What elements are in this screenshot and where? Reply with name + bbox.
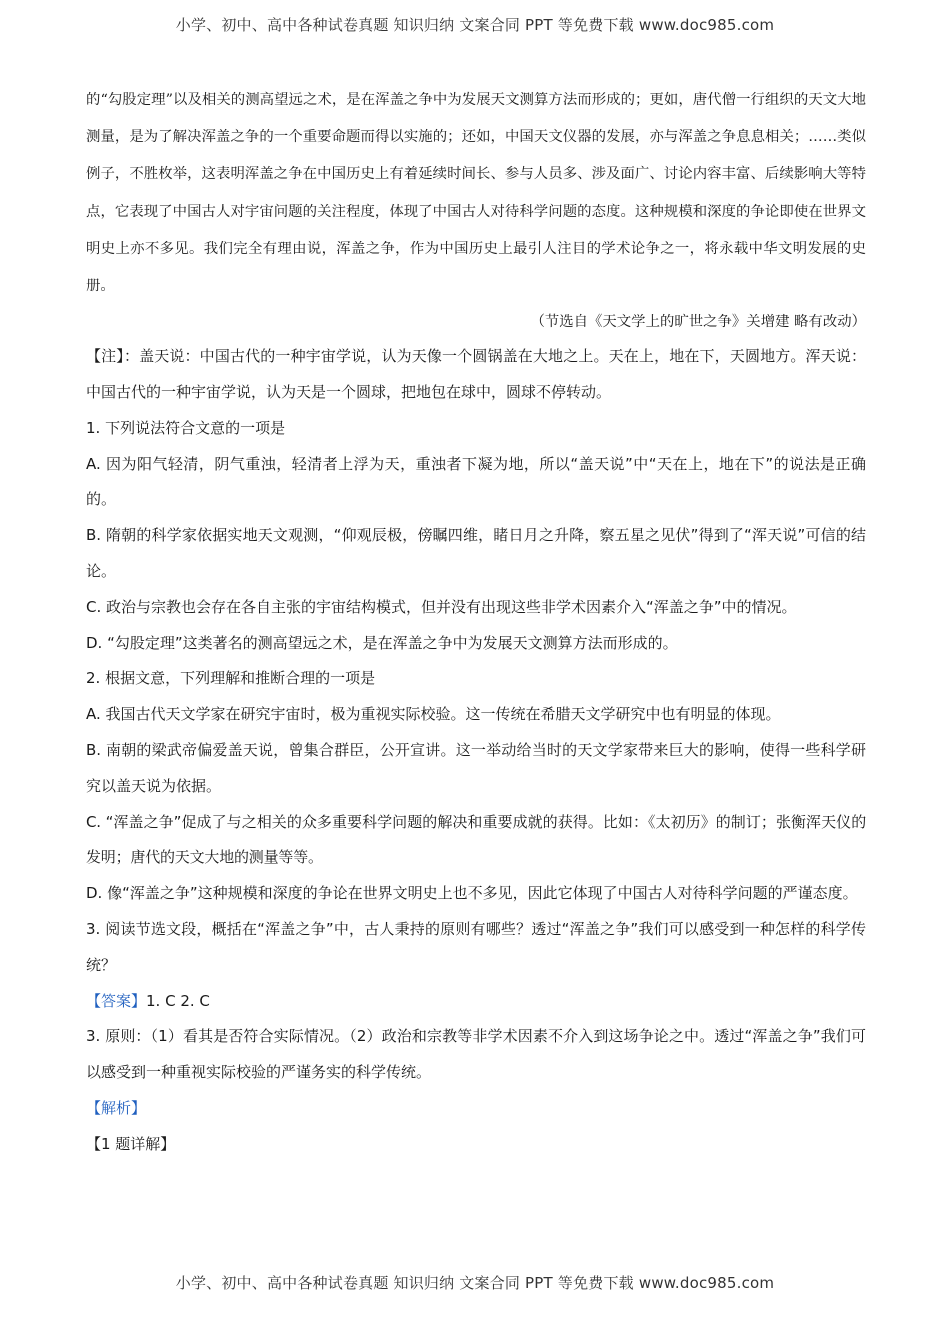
q1-option-c: C. 政治与宗教也会存在各自主张的宇宙结构模式，但并没有出现这些非学术因素介入“浑盖之争”中的情况。 bbox=[86, 597, 797, 616]
q2-option-a: A. 我国古代天文学家在研究宇宙时，极为重视实际校验。这一传统在希腊天文学研究中也有明显的体现。 bbox=[86, 705, 781, 724]
note-label: 【注】 bbox=[86, 347, 124, 366]
answer-mc: 1. C 2. C bbox=[146, 991, 210, 1010]
q1-stem: 1. 下列说法符合文意的一项是 bbox=[86, 418, 286, 437]
document-body bbox=[86, 82, 866, 1163]
analysis-label: 【解析】 bbox=[86, 1098, 147, 1117]
q2-option-d: D. 像“浑盖之争”这种规模和深度的争论在世界文明史上也不多见，因此它体现了中国古人对待科学问题的严谨态度。 bbox=[86, 884, 858, 903]
q2-option-c: C. “浑盖之争”促成了与之相关的众多重要科学问题的解决和重要成就的获得。比如：《太初历》的制订；张衡浑天仪的发明；唐代的天文大地的测量等等。 bbox=[86, 812, 866, 867]
q2-option-b: B. 南朝的梁武帝偏爱盖天说，曾集合群臣，公开宣讲。这一举动给当时的天文学家带来巨大的影响，使得一些科学研究以盖天说为依据。 bbox=[86, 740, 866, 795]
answer-line bbox=[86, 984, 866, 1020]
q3-stem: 3. 阅读节选文段，概括在“浑盖之争”中，古人秉持的原则有哪些？透过“浑盖之争”我们可以感受到一种怎样的科学传统？ bbox=[86, 919, 866, 974]
answer-q3: 3. 原则：（1）看其是否符合实际情况。（2）政治和宗教等非学术因素不介入到这场争论之中。透过“浑盖之争”我们可以感受到一种重视实际校验的严谨务实的科学传统。 bbox=[86, 1027, 866, 1082]
passage-source: （节选自《天文学上的旷世之争》关增建 略有改动） bbox=[530, 314, 866, 331]
note-paragraph bbox=[86, 339, 866, 411]
answer-label: 【答案】 bbox=[86, 991, 147, 1010]
q1-option-b: B. 隋朝的科学家依据实地天文观测，“仰观辰极，傍瞩四维，睹日月之升降，察五星之见伏”得到了“浑天说”可信的结论。 bbox=[86, 526, 866, 580]
analysis-sub-label: 【1 题详解】 bbox=[86, 1134, 176, 1153]
q2-stem: 2. 根据文意，下列理解和推断合理的一项是 bbox=[86, 669, 376, 688]
q1-option-a: A. 因为阳气轻清，阴气重浊，轻清者上浮为天，重浊者下凝为地，所以“盖天说”中“天在上，地在下”的说法是正确的。 bbox=[86, 454, 866, 509]
page-header: 小学、初中、高中各种试卷真题 知识归纳 文案合同 PPT 等免费下载 www.doc985.com bbox=[175, 16, 775, 34]
q1-option-d: D. “勾股定理”这类著名的测高望远之术，是在浑盖之争中为发展天文测算方法而形成的。 bbox=[86, 633, 678, 652]
passage-paragraph: 的“勾股定理”以及相关的测高望远之术，是在浑盖之争中为发展天文测算方法而形成的；更如，唐代僧一行组织的天文大地测量，是为了解决浑盖之争的一个重要命题而得以实施的；还如，中国天文仪器的发展，亦与浑盖之争息息相关；……类似例子，不胜枚举，这表明浑盖之争在中国历史上有着延续时间长、参与人员多、涉及面广、讨论内容丰富、后续影响大等特点，它表现了中国古人对宇宙问题的关注程度，体现了中国古人对待科学问题的态度。这种规模和深度的争论即使在世界文明史上亦不多见。我们完全有理由说，浑盖之争，作为中国历史上最引人注目的学术论争之一，将永载中华文明发展的史册。 bbox=[86, 92, 866, 295]
note-text: ：盖天说：中国古代的一种宇宙学说，认为天像一个圆锅盖在大地之上。天在上，地在下，天圆地方。浑天说：中国古代的一种宇宙学说，认为天是一个圆球，把地包在球中，圆球不停转动。 bbox=[86, 347, 866, 402]
page-footer: 小学、初中、高中各种试卷真题 知识归纳 文案合同 PPT 等免费下载 www.doc985.com bbox=[175, 1274, 775, 1292]
